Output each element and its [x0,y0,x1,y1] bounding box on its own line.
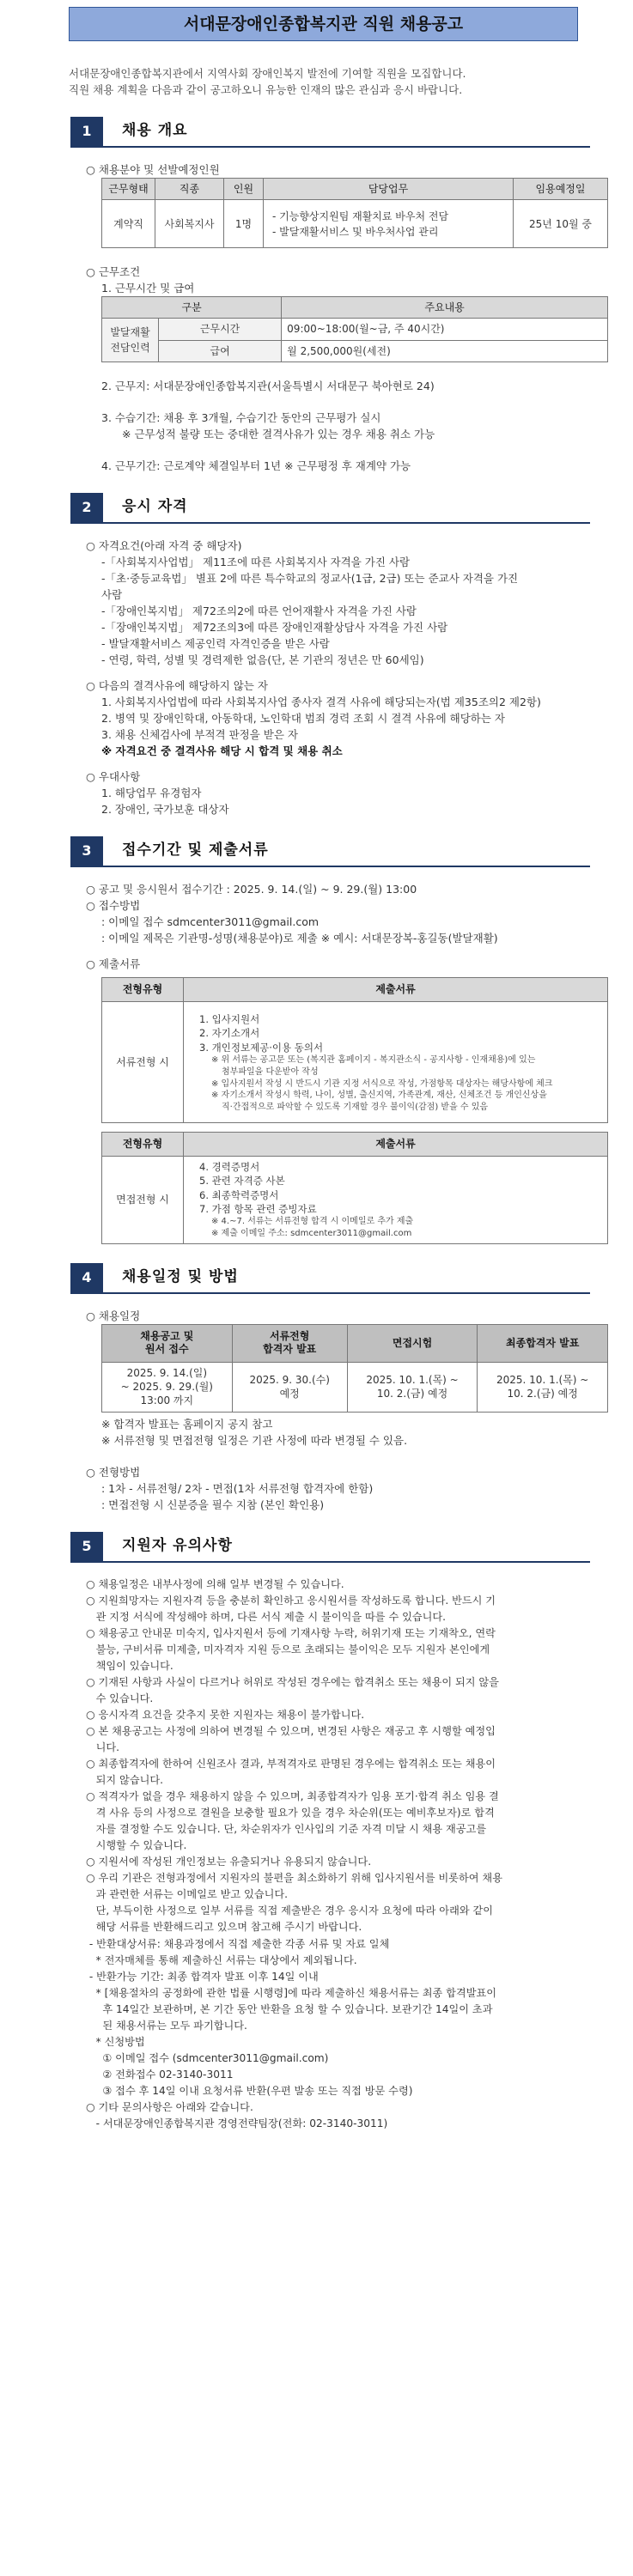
condition-note: ※ 근무성적 불량 또는 중대한 결격사유가 있는 경우 채용 취소 가능 [122,427,435,440]
cell-line: 예정 [279,1388,300,1400]
page-title: 서대문장애인종합복지관 직원 채용공고 [69,7,578,41]
note-line: ○ 최종합격자에 한하여 신원조사 결과, 부적격자로 판명된 경우에는 합격취소 또는 채용이 [86,1758,496,1771]
cell-line: 2025. 10. 1.(목) ~ [496,1374,589,1387]
note-line: ○ 지원서에 작성된 개인정보는 유출되거나 유용되지 않습니다. [86,1856,372,1868]
schedule-table [101,1324,608,1413]
row-label-line: 발달재활 [110,325,150,338]
section-number: 3 [70,836,103,866]
documents-table-screening [101,977,608,1123]
doc-note: ※ 자기소개서 작성시 학력, 나이, 성별, 출신지역, 가족관계, 재산, 신체조건 등 개인신상을 [211,1091,547,1101]
intro [43,65,590,98]
duty-item: - 기능향상지원팀 재활치료 바우처 전담 [272,210,449,222]
note-line: - 반환대상서류: 채용과정에서 직접 제출한 각종 서류 및 자료 일체 [86,1937,390,1950]
method-item: : 이메일 제목은 기관명-성명(채용분야)로 제출 ※ 예시: 서대문장복-홍길동(발달재활) [101,931,498,945]
headcount: 1명 [224,200,264,248]
hours-label: 근무시간 [159,319,282,340]
qualification-item: -「장애인복지법」 제72조의2에 따른 언어재활사 자격을 가진 사람 [101,604,417,617]
schedule-note: ※ 서류전형 및 면접전형 일정은 기관 사정에 따라 변경될 수 있음. [101,1433,408,1447]
schedule-note: ※ 합격자 발표는 홈페이지 공지 참고 [101,1417,273,1431]
note-line: ① 이메일 접수 (sdmcenter3011@gmail.com) [86,2051,329,2064]
section-title: 지원자 유의사항 [122,1536,233,1554]
job-type: 사회복지사 [155,200,224,248]
note-line: ② 전화접수 02-3140-3011 [86,2068,234,2081]
section-number: 4 [70,1263,103,1292]
interview-type: 면접전형 시 [102,1156,184,1243]
qualification-item: -「사회복지사업법」 제11조에 따른 사회복지사 자격을 가진 사람 [101,555,411,568]
note-line: - 서대문장애인종합복지관 경영전략팀장(전화: 02-3140-3011) [86,2117,388,2129]
doc-note: ※ 위 서류는 공고문 또는 (복지관 홈페이지 - 복지관소식 - 공지사항 - 인재채용)에 있는 [211,1054,536,1065]
note-line: 격 사유 등의 사정으로 결원을 보충할 필요가 있을 경우 차순위(또는 예비후보자)로 합격 [86,1807,495,1820]
note-line: 후 14일간 보관하며, 본 기간 동안 반환을 요청 할 수 있습니다. 보관기간 14일이 초과 [86,2002,493,2015]
disqualification-note: ※ 자격요건 중 결격사유 해당 시 합격 및 채용 취소 [101,744,343,757]
selection-heading: ○ 전형방법 [86,1465,141,1479]
salary-label: 급여 [159,340,282,361]
section-number: 5 [70,1532,103,1561]
method-heading: ○ 접수방법 [86,898,141,912]
note-line: ○ 적격자가 없을 경우 채용하지 않을 수 있으며, 최종합격자가 임용 포기·합격 취소 임용 결 [86,1790,499,1803]
doc-note: ※ 입사지원서 작성 시 반드시 기관 지정 서식으로 작성, 가점항목 대상자는 해당사항에 체크 [211,1078,553,1089]
table-header: 근무형태 [102,179,155,200]
cell-line: ~ 2025. 9. 29.(월) [120,1381,213,1394]
start-date: 25년 10월 중 [514,200,608,248]
doc-note: 첨부파일을 다운받아 작성 [222,1066,319,1077]
table-header: 인원 [224,179,264,200]
disqualification-item: 2. 병역 및 장애인학대, 아동학대, 노인학대 범죄 경력 조회 시 결격 사유에 해당하는 자 [101,711,506,725]
note-line: ○ 기재된 사항과 사실이 다르거나 허위로 작성된 경우에는 합격취소 또는 채용이 되지 않을 [86,1676,499,1688]
table-row [102,340,608,361]
doc-note: ※ 제출 이메일 주소: sdmcenter3011@gmail.com [211,1229,412,1239]
note-line: 책임이 있습니다. [86,1659,173,1672]
doc-item: 7. 가점 항목 관련 증빙자료 [199,1202,317,1215]
schedule-heading: ○ 채용일정 [86,1309,141,1322]
note-line: ○ 지원희망자는 지원자격 등을 충분히 확인하고 응시원서를 작성하도록 합니다. 반드시 기 [86,1594,496,1607]
qualification-item: - 발달재활서비스 제공인력 자격인증을 받은 사람 [101,636,330,650]
note-line: 과 관련한 서류는 이메일로 받고 있습니다. [86,1888,289,1901]
section-header-application [70,836,590,867]
row-label [102,319,159,361]
doc-item: 5. 관련 자격증 사본 [199,1175,285,1188]
screening-docs [184,1001,608,1122]
note-line: * [채용절차의 공정화에 관한 법률 시행령]에 따라 제출하신 채용서류는 최종 합격발표이 [86,1986,497,1999]
header-line: 서류전형 [269,1330,310,1343]
documents-table-interview [101,1132,608,1244]
note-line: 불능, 구비서류 미제출, 미자격자 지원 등으로 초래되는 불이익은 모두 지원자 본인에게 [86,1643,490,1656]
note-line: ○ 우리 기관은 전형과정에서 지원자의 불편을 최소화하기 위해 입사지원서를 비롯하여 채용 [86,1872,502,1885]
table-header: 전형유형 [102,977,184,1001]
header-line: 원서 접수 [145,1343,189,1356]
conditions-table [101,296,608,362]
qualification-item: -「장애인복지법」 제72조의3에 따른 장애인재활상담사 자격을 가진 사람 [101,620,448,634]
table-row [102,200,608,248]
salary-value: 월 2,500,000원(세전) [282,340,608,361]
note-line: 된 채용서류는 모두 파기합니다. [86,2019,247,2032]
doc-item: 2. 자기소개서 [199,1027,260,1040]
section-header-qualification [70,493,590,524]
cell-line: 10. 2.(금) 예정 [507,1388,578,1400]
documents-heading: ○ 제출서류 [86,957,141,970]
header-line: 합격자 발표 [263,1343,317,1356]
condition-item: 1. 근무시간 및 급여 [101,282,195,295]
table-header: 제출서류 [184,1132,608,1156]
qualification-item: 사람 [101,587,123,601]
conditions-heading: ○ 근무조건 [86,265,141,279]
note-line: 해당 서류를 반환해드리고 있으며 참고해 주시기 바랍니다. [86,1921,362,1934]
doc-item: 6. 최종학력증명서 [199,1188,279,1201]
doc-note: 직·간접적으로 파악할 수 있도록 기재할 경우 불이익(감점) 받을 수 있음 [222,1103,489,1113]
section-title: 응시 자격 [122,498,188,516]
selection-item: : 면접전형 시 신분증을 필수 지참 (본인 확인용) [101,1498,325,1511]
header-line: 최종합격자 발표 [506,1336,580,1349]
cell-line: 2025. 10. 1.(목) ~ [366,1374,459,1387]
doc-note: ※ 4.~7. 서류는 서류전형 합격 시 이메일로 추가 제출 [211,1217,414,1227]
note-line: 자를 결정할 수도 있습니다. 단, 차순위자가 인사입의 기준 자격 미달 시 채용 재공고를 [86,1823,487,1836]
note-line: 니다. [86,1741,120,1754]
preference-item: 2. 장애인, 국가보훈 대상자 [101,802,229,816]
table-header [347,1324,478,1362]
section-header-notes [70,1532,590,1563]
schedule-cell [102,1362,233,1412]
note-line: 되지 않습니다. [86,1774,164,1787]
note-line: 단, 부득이한 사정으로 일부 서류를 직접 제출받은 경우 응시자 요청에 따라 아래와 같이 [86,1905,494,1917]
table-row [102,1001,608,1122]
note-line: ○ 응시자격 요건을 갖추지 못한 지원자는 채용이 불가합니다. [86,1709,365,1722]
intro-line: 서대문장애인종합복지관에서 지역사회 장애인복지 발전에 기여할 직원을 모집합니다. [69,67,466,80]
disqualification-item: 1. 사회복지사업법에 따라 사회복지사업 종사자 결격 사유에 해당되는자(법 제35조의2 제2항) [101,695,541,708]
section-header-schedule [70,1263,590,1294]
section-title: 채용 개요 [122,122,188,140]
table-header [232,1324,347,1362]
note-line: ○ 기타 문의사항은 아래와 같습니다. [86,2100,253,2113]
table-row [102,319,608,340]
note-line: ○ 채용공고 안내문 미숙지, 입사지원서 등에 기재사항 누락, 허위기재 또는 기재착오, 연락 [86,1626,496,1639]
note-line: ③ 접수 후 14일 이내 요청서류 반환(우편 발송 또는 직접 방문 수령) [86,2084,413,2097]
section-number: 1 [70,117,103,146]
notes-list [43,1577,590,2132]
note-line: 시행할 수 있습니다. [86,1839,187,1852]
table-row [102,1362,608,1412]
table-header [478,1324,608,1362]
work-type: 계약직 [102,200,155,248]
header-line: 채용공고 및 [140,1330,194,1343]
disqualification-item: 3. 채용 신체검사에 부적격 판정을 받은 자 [101,727,298,741]
qualification-item: - 연령, 학력, 성별 및 경력제한 없음(단, 본 기관의 정년은 만 60세임) [101,653,424,666]
table-header: 전형유형 [102,1132,184,1156]
section-title: 채용일정 및 방법 [122,1267,239,1285]
duty-item: - 발달재활서비스 및 바우처사업 관리 [272,225,439,238]
intro-line: 직원 채용 계획을 다음과 같이 공고하오니 유능한 인재의 많은 관심과 응시 바랍니다. [69,83,463,96]
cell-line: 10. 2.(금) 예정 [376,1388,448,1400]
doc-item: 4. 경력증명서 [199,1160,260,1173]
header-line: 면접시험 [392,1336,433,1349]
condition-item: 2. 근무지: 서대문장애인종합복지관(서울특별시 서대문구 북아현로 24) [101,379,435,392]
table-header: 직종 [155,179,224,200]
row-label-line: 전담인력 [110,342,150,355]
screening-type: 서류전형 시 [102,1001,184,1122]
schedule-cell [478,1362,608,1412]
preference-heading: ○ 우대사항 [86,769,141,783]
selection-item: : 1차 - 서류전형/ 2차 - 면접(1차 서류전형 합격자에 한함) [101,1481,374,1495]
qualification-item: -「초·중등교육법」 별표 2에 따른 특수학교의 정교사(1급, 2급) 또는 준교사 자격을 가진 [101,571,519,585]
table-header: 구분 [102,297,282,319]
recruit-table [101,178,608,248]
note-line: ○ 본 채용공고는 사정에 의하여 변경될 수 있으며, 변경된 사항은 재공고 후 시행할 예정입 [86,1725,496,1738]
schedule-cell [347,1362,478,1412]
preference-item: 1. 해당업무 유경험자 [101,786,202,799]
section-header-overview [70,117,590,148]
method-item: : 이메일 접수 sdmcenter3011@gmail.com [101,914,320,928]
application-period: ○ 공고 및 응시원서 접수기간 : 2025. 9. 14.(일) ~ 9. 29.(월) 13:00 [86,882,417,896]
cell-line: 2025. 9. 30.(수) [249,1374,330,1387]
note-line: 관 지정 서식에 작성해야 하며, 다른 서식 제출 시 불이익을 따를 수 있습니다. [86,1610,447,1623]
note-line: * 전자매체를 통해 제출하신 서류는 대상에서 제외됩니다. [86,1953,357,1966]
note-line: * 신청방법 [86,2035,145,2048]
cell-line: 2025. 9. 14.(일) [126,1367,208,1380]
interview-docs [184,1156,608,1243]
qualification-heading: ○ 자격요건(아래 자격 중 해당자) [86,538,242,552]
note-line: - 반환가능 기간: 최종 합격자 발표 이후 14일 이내 [86,1970,319,1983]
doc-item: 1. 입사지원서 [199,1012,260,1025]
table-header: 주요내용 [282,297,608,319]
note-line: 수 있습니다. [86,1692,154,1705]
disqualification-heading: ○ 다음의 결격사유에 해당하지 않는 자 [86,678,268,692]
hours-value: 09:00~18:00(월~금, 주 40시간) [282,319,608,340]
note-line: ○ 채용일정은 내부사정에 의해 일부 변경될 수 있습니다. [86,1577,344,1590]
section-title: 접수기간 및 제출서류 [122,841,269,860]
section-number: 2 [70,493,103,522]
condition-item: 3. 수습기간: 채용 후 3개월, 수습기간 동안의 근무평가 실시 [101,410,381,424]
table-row [102,1156,608,1243]
table-header [102,1324,233,1362]
table-header: 담당업무 [264,179,514,200]
table-header: 임용예정일 [514,179,608,200]
condition-item: 4. 근무기간: 근로계약 체결일부터 1년 ※ 근무평정 후 재계약 가능 [101,459,411,472]
schedule-cell [232,1362,347,1412]
cell-line: 13:00 까지 [140,1394,194,1407]
duties [264,200,514,248]
table-header: 제출서류 [184,977,608,1001]
doc-item: 3. 개인정보제공·이용 동의서 [199,1041,324,1054]
recruit-field-heading: ○ 채용분야 및 선발예정인원 [86,163,220,176]
